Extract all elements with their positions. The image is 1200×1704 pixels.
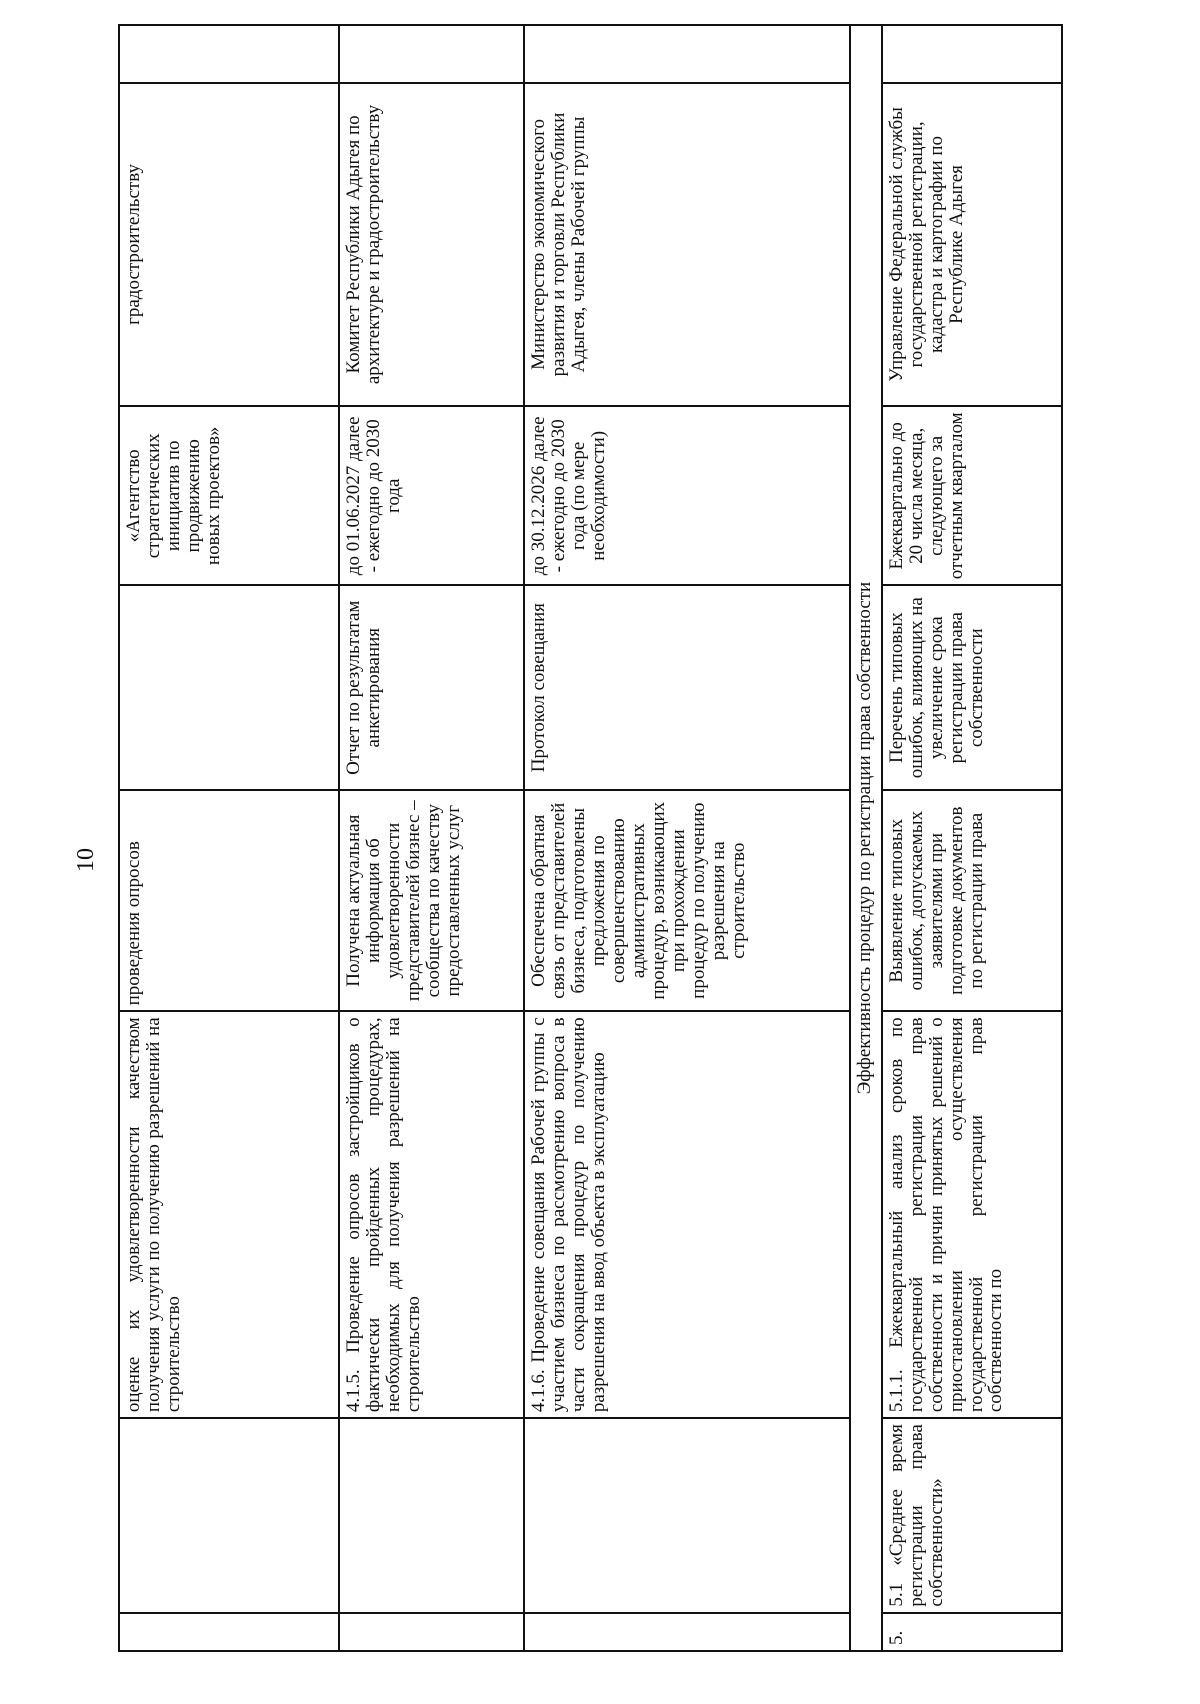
measure-cell: 4.1.6. Проведение совещания Рабочей группы с участием бизнеса по рассмотрению вопроса в части сокращения процедур по получению разрешения на ввод объекта в эксплуатацию (524, 1011, 849, 1418)
result-cell: Обеспечена обратная связь от представителей бизнеса, подготовлены предложения по совершенствованию административных процедур, возникающих при прохождении процедур по получению разрешения на строительство (524, 790, 849, 1011)
measure-cell: оценке их удовлетворенности качеством получения услуги по получению разрешений на строительство (119, 1011, 339, 1418)
extra-cell (882, 25, 1062, 83)
deadline-cell: до 30.12.2026 далее - ежегодно до 2030 года (по мере необходимости) (524, 406, 849, 585)
rotated-table-container (118, 24, 1063, 1652)
extra-cell (524, 25, 849, 83)
indicator-cell (339, 1418, 524, 1612)
action-plan-table (118, 24, 1063, 1652)
section-header-row (850, 25, 882, 1651)
extra-cell (339, 25, 524, 83)
responsible-cell: Комитет Республики Адыгея по архитектуре и градостроительству (339, 83, 524, 407)
rotated-table-wrapper (118, 24, 1063, 1652)
section-title: Эффективность процедур по регистрации права собственности (850, 25, 882, 1651)
indicator-cell (524, 1418, 849, 1612)
table-row (882, 25, 1062, 1651)
measure-cell: 5.1.1. Ежеквартальный анализ сроков по государственной регистрации прав собственности и причин принятых решений о приостановлении осуществления государственной регистрации прав собственности по (882, 1011, 1062, 1418)
table-row (339, 25, 524, 1651)
extra-cell (119, 25, 339, 83)
table-row (119, 25, 339, 1651)
result-cell: проведения опросов (119, 790, 339, 1011)
measure-cell: 4.1.5. Проведение опросов застройщиков о фактически пройденных процедурах, необходимых для получения разрешений на строительство (339, 1011, 524, 1418)
row-number-cell (524, 1613, 849, 1651)
page-number: 10 (73, 848, 99, 872)
document-cell: Перечень типовых ошибок, влияющих на увеличение срока регистрации права собственности (882, 585, 1062, 790)
row-number-cell (339, 1613, 524, 1651)
responsible-cell: Министерство экономического развития и торговли Республики Адыгея, члены Рабочей группы (524, 83, 849, 407)
deadline-cell: «Агентство стратегических инициатив по продвижению новых проектов» (119, 406, 339, 585)
document-cell: Отчет по результатам анкетирования (339, 585, 524, 790)
result-cell: Получена актуальная информация об удовлетворенности представителей бизнес – сообщества по качеству предоставленных услуг (339, 790, 524, 1011)
document-cell: Протокол совещания (524, 585, 849, 790)
responsible-cell: градостроительству (119, 83, 339, 407)
deadline-cell: до 01.06.2027 далее - ежегодно до 2030 года (339, 406, 524, 585)
responsible-cell: Управление Федеральной службы государственной регистрации, кадастра и картографии по Республике Адыгея (882, 83, 1062, 407)
document-cell (119, 585, 339, 790)
row-number-cell: 5. (882, 1613, 1062, 1651)
row-number-cell (119, 1613, 339, 1651)
indicator-cell (119, 1418, 339, 1612)
deadline-cell: Ежеквартально до 20 числа месяца, следующего за отчетным кварталом (882, 406, 1062, 585)
result-cell: Выявление типовых ошибок, допускаемых заявителями при подготовке документов по регистрации права (882, 790, 1062, 1011)
indicator-cell: 5.1 «Среднее время регистрации права собственности» (882, 1418, 1062, 1612)
table-row (524, 25, 849, 1651)
